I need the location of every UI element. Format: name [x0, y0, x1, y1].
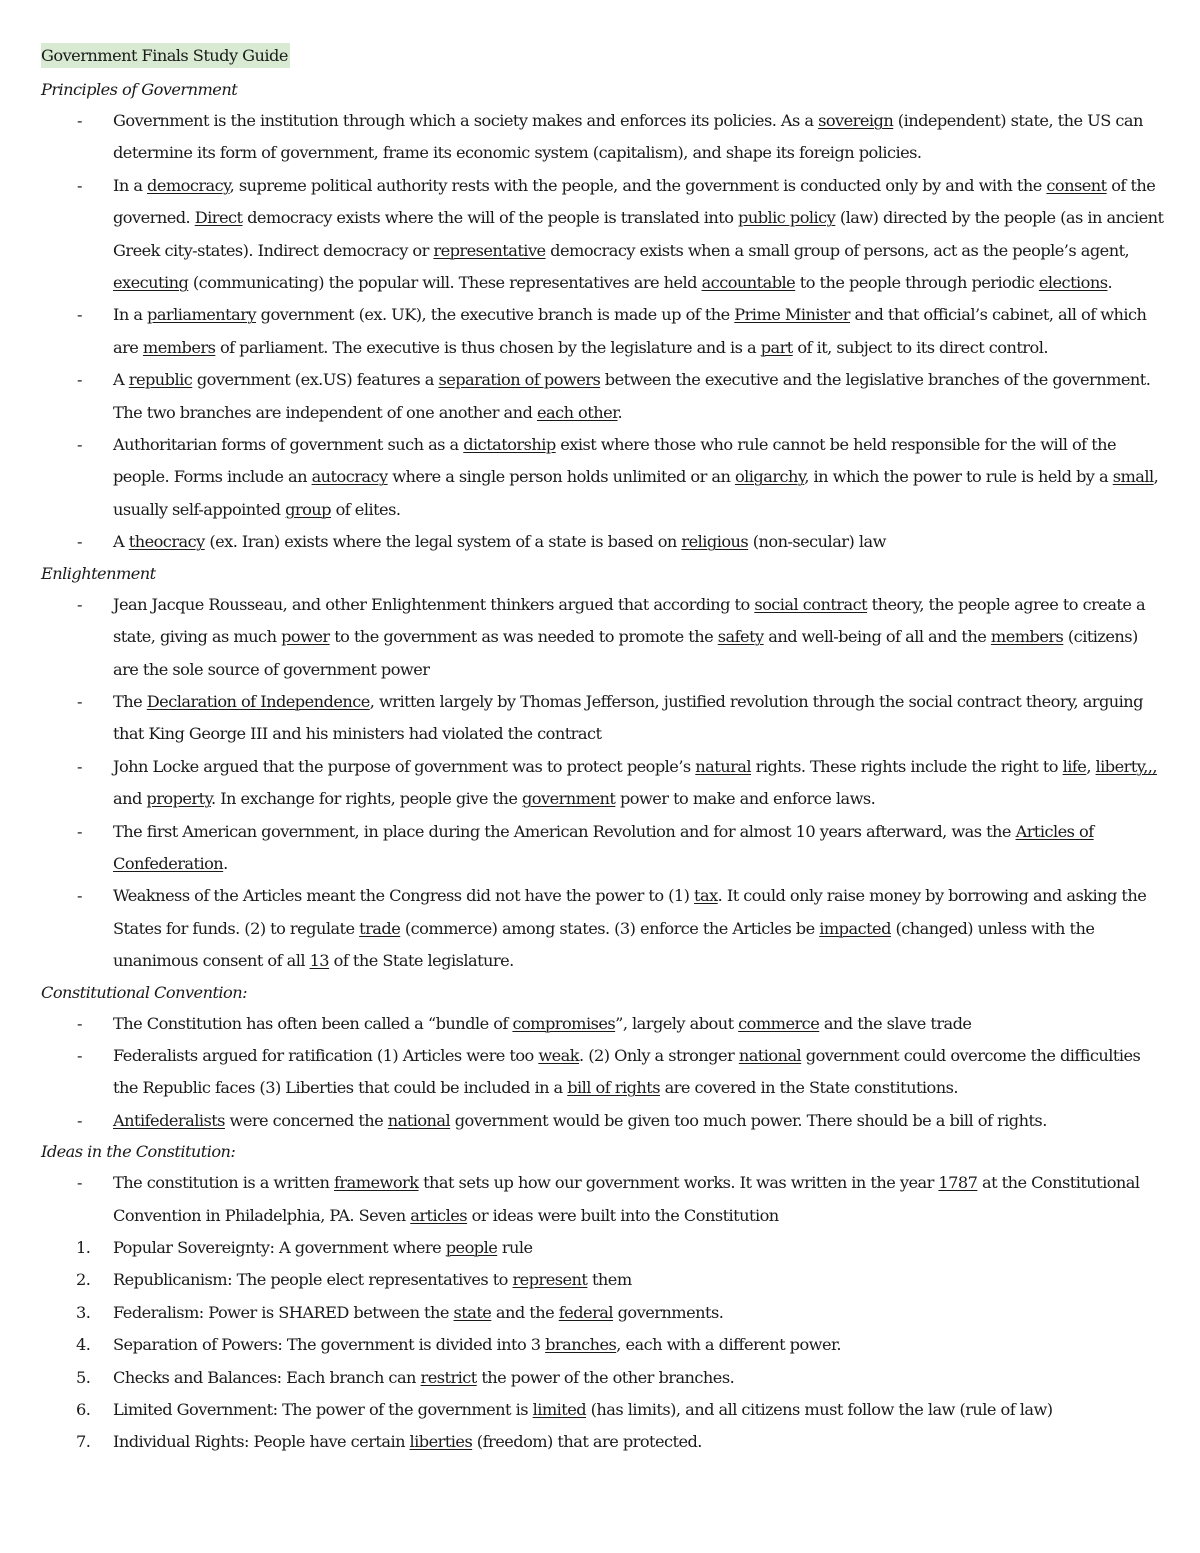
numbered-list-item	[41, 1297, 1166, 1329]
text-run: or ideas were built into the Constitution	[467, 1205, 779, 1225]
underlined-term: impacted	[819, 918, 891, 938]
text-run: and	[113, 789, 147, 809]
text-run: , written largely by Thomas Jefferson, justified revolution through the social contract theory, arguing that King George III and his ministers had violated the contract	[113, 691, 1143, 744]
text-run: Weakness of the Articles meant the Congress did not have the power to (1)	[113, 886, 695, 906]
underlined-term: democracy	[147, 175, 230, 195]
underlined-term: 1787	[938, 1173, 978, 1193]
underlined-term: property	[146, 789, 212, 809]
numbered-list-item	[41, 1329, 1166, 1361]
text-run: Authoritarian forms of government such as a	[113, 435, 464, 455]
text-run: (changed) unless with the unanimous consent of all	[113, 918, 1095, 971]
bullet-list-item	[41, 880, 1166, 977]
text-run: of it, subject to its direct control.	[792, 337, 1048, 357]
bullet-list-item	[41, 751, 1166, 816]
text-run: .	[1107, 273, 1113, 293]
text-run: at the Constitutional Convention in Philadelphia, PA. Seven	[113, 1173, 1140, 1225]
underlined-term: 13	[309, 951, 330, 971]
text-run: (freedom) that are protected.	[472, 1432, 702, 1452]
text-run: government (ex.US) features a	[192, 370, 439, 390]
text-run: . In exchange for rights, people give the	[211, 789, 522, 809]
text-run: .	[223, 853, 228, 873]
list-dash: -	[77, 886, 82, 906]
underlined-term: elections	[1038, 273, 1108, 293]
text-run: .	[617, 402, 623, 422]
text-run: government could overcome the difficulties the Republic faces (3) Liberties that could be included in a	[113, 1045, 1141, 1098]
underlined-term: life	[1062, 756, 1087, 776]
text-run: The Constitution has often been called a “bundle of	[113, 1013, 513, 1033]
text-run: the power of the other branches.	[476, 1367, 735, 1387]
underlined-term: national	[387, 1110, 451, 1130]
text-run: (citizens) are the sole source of government power	[113, 627, 1138, 679]
list-dash: -	[77, 532, 82, 552]
underlined-term: Prime Minister	[734, 305, 850, 325]
text-run: of parliament. The executive is thus chosen by the legislature and is a	[215, 337, 761, 357]
underlined-term: articles	[410, 1205, 468, 1225]
underlined-term: framework	[333, 1173, 419, 1193]
list-dash: -	[77, 1013, 82, 1033]
underlined-term: safety	[717, 627, 764, 647]
text-run: , usually self-appointed	[113, 467, 1159, 519]
list-number: 5.	[76, 1367, 91, 1387]
underlined-term: represent	[512, 1270, 588, 1290]
list-number: 2.	[76, 1270, 91, 1290]
text-run: to the people through periodic	[795, 273, 1039, 293]
list-dash: -	[77, 370, 82, 390]
underlined-term: Direct	[194, 208, 243, 228]
text-run: The	[113, 691, 147, 711]
text-run: that sets up how our government works. It was written in the year	[418, 1173, 939, 1193]
underlined-term: weak	[538, 1045, 580, 1065]
underlined-term: people	[445, 1238, 498, 1257]
underlined-term: part	[760, 337, 793, 357]
underlined-term: representative	[433, 240, 546, 260]
text-run: (law) directed by the people (as in ancient Greek city-states). Indirect democracy or	[113, 208, 1164, 260]
text-run: rule	[497, 1238, 533, 1257]
text-run: Federalists argued for ratification (1) Articles were too	[113, 1045, 539, 1065]
underlined-term: limited	[532, 1400, 587, 1420]
text-run: rights. These rights include the right to	[751, 756, 1063, 776]
text-run: and that official’s cabinet, all of which are	[113, 305, 1147, 357]
underlined-term: national	[738, 1045, 802, 1065]
text-run: Checks and Balances: Each branch can	[113, 1367, 421, 1387]
underlined-term: parliamentary	[147, 305, 257, 325]
list-dash: -	[77, 435, 82, 455]
text-run: John Locke argued that the purpose of government was to protect people’s	[113, 756, 696, 776]
underlined-term: sovereign	[818, 111, 894, 130]
text-run: Individual Rights: People have certain	[113, 1432, 410, 1452]
text-run: and the	[491, 1302, 559, 1322]
underlined-term: tax	[694, 886, 718, 906]
list-dash: -	[77, 756, 82, 776]
text-run: of the State legislature.	[329, 951, 514, 971]
underlined-term: Articles of Confederation	[113, 821, 1094, 873]
underlined-term: liberties	[409, 1432, 473, 1452]
text-run: of the governed.	[113, 175, 1156, 228]
text-run: between the executive and the legislative branches of the government. The two branches are independent of one another and	[113, 370, 1151, 422]
bullet-list-item	[41, 686, 1166, 751]
underlined-term: Antifederalists	[113, 1110, 225, 1130]
text-run: were concerned the	[224, 1110, 388, 1130]
text-run: (ex. Iran) exists where the legal system of a state is based on	[204, 532, 682, 552]
text-run: and the slave trade	[819, 1013, 972, 1033]
text-run: A	[113, 370, 129, 390]
numbered-list-item	[41, 1362, 1166, 1394]
document-page	[41, 43, 1166, 1459]
underlined-term: republic	[128, 370, 193, 390]
text-run: Government is the institution through which a society makes and enforces its policies. As a	[113, 111, 819, 130]
text-run: . It could only raise money by borrowing and asking the States for funds. (2) to regulate	[113, 886, 1147, 938]
section-heading: Principles of Government	[41, 80, 238, 99]
list-dash: -	[77, 691, 82, 711]
text-run: ,	[1086, 756, 1096, 776]
bullet-list-item	[41, 1008, 1166, 1040]
underlined-term: executing	[113, 273, 189, 293]
text-run: Limited Government: The power of the government is	[113, 1400, 533, 1420]
bullet-list-item	[41, 589, 1166, 686]
underlined-term: power	[281, 627, 330, 647]
text-run: Republicanism: The people elect representatives to	[113, 1270, 513, 1290]
numbered-list-item	[41, 1394, 1166, 1426]
text-run: . (2) Only a stronger	[579, 1045, 739, 1065]
text-run: In a	[113, 305, 148, 325]
numbered-list-item	[41, 1232, 1166, 1264]
text-run: (non-secular) law	[748, 532, 886, 552]
text-run: A	[113, 532, 129, 552]
text-run: where a single person holds unlimited or an	[387, 467, 735, 487]
text-run: are covered in the State constitutions.	[659, 1078, 958, 1098]
underlined-term: restrict	[420, 1367, 477, 1387]
text-run: ”, largely about	[615, 1013, 739, 1033]
underlined-term: each other	[536, 402, 618, 422]
list-dash: -	[77, 175, 82, 195]
list-dash: -	[77, 1110, 82, 1130]
underlined-term: members	[142, 337, 216, 357]
bullet-list-item	[41, 1040, 1166, 1105]
underlined-term: autocracy	[311, 467, 388, 487]
section-heading: Ideas in the Constitution:	[41, 1142, 236, 1162]
section-heading: Constitutional Convention:	[41, 982, 248, 1002]
bullet-list-item	[41, 526, 1166, 558]
text-run: Federalism: Power is SHARED between the	[113, 1302, 454, 1322]
text-run: (has limits), and all citizens must follow the law (rule of law)	[586, 1400, 1053, 1420]
list-dash: -	[77, 305, 82, 325]
text-run: to the government as was needed to promote the	[329, 627, 718, 647]
list-number: 7.	[76, 1432, 91, 1452]
text-run: theory, the people agree to create a state, giving as much	[113, 594, 1146, 647]
text-run: Jean Jacque Rousseau, and other Enlightenment thinkers argued that according to	[113, 594, 755, 614]
bullet-list-item	[41, 429, 1166, 526]
text-run: (independent) state, the US can determine its form of government, frame its economic system (capitalism), and shape its foreign policies.	[113, 111, 1143, 163]
list-dash: -	[77, 594, 82, 614]
underlined-term: liberty,,,	[1095, 756, 1158, 776]
underlined-term: commerce	[738, 1013, 820, 1033]
underlined-term: accountable	[701, 273, 796, 293]
text-run: , supreme political authority rests with the people, and the government is conducted only by and with the	[229, 175, 1047, 195]
bullet-list-item	[41, 816, 1166, 881]
underlined-term: bill of rights	[567, 1078, 660, 1098]
text-run: (communicating) the popular will. These representatives are held	[188, 273, 702, 293]
text-run: Popular Sovereignty: A government where	[113, 1238, 446, 1257]
underlined-term: state	[453, 1302, 492, 1322]
text-run: The first American government, in place during the American Revolution and for almost 10 years afterward, was the	[113, 821, 1016, 841]
text-run: , each with a different power.	[616, 1335, 841, 1355]
text-run: government (ex. UK), the executive branch is made up of the	[256, 305, 735, 325]
text-run: democracy exists where the will of the people is translated into	[242, 208, 739, 228]
text-run: , in which the power to rule is held by a	[804, 467, 1113, 487]
bullet-list-item	[41, 1167, 1166, 1232]
text-run: (commerce) among states. (3) enforce the Articles be	[400, 918, 820, 938]
bullet-list-item	[41, 364, 1166, 429]
list-dash: -	[77, 1173, 82, 1193]
list-number: 6.	[76, 1400, 91, 1420]
underlined-term: branches	[545, 1335, 617, 1355]
underlined-term: theocracy	[128, 532, 205, 552]
underlined-term: members	[990, 627, 1064, 647]
text-run: The constitution is a written	[113, 1173, 334, 1193]
underlined-term: dictatorship	[463, 435, 556, 455]
list-number: 3.	[76, 1302, 91, 1322]
underlined-term: separation of powers	[438, 370, 601, 390]
text-run: of elites.	[330, 499, 401, 519]
text-run: them	[587, 1270, 632, 1290]
list-number: 4.	[76, 1335, 91, 1355]
underlined-term: federal	[558, 1302, 613, 1322]
document-body	[41, 75, 1166, 1459]
underlined-term: oligarchy	[734, 467, 805, 487]
underlined-term: group	[285, 499, 331, 519]
text-run: and well-being of all and the	[763, 627, 991, 647]
underlined-term: government	[521, 789, 616, 809]
numbered-list-item	[41, 1264, 1166, 1296]
underlined-term: public policy	[738, 208, 836, 228]
text-run: exist where those who rule cannot be held responsible for the will of the people. Forms include an	[113, 435, 1117, 487]
underlined-term: Declaration of Independence	[146, 691, 370, 711]
text-run: In a	[113, 175, 148, 195]
text-run: democracy exists when a small group of persons, act as the people’s agent,	[545, 240, 1130, 260]
bullet-list-item	[41, 1105, 1166, 1137]
bullet-list-item	[41, 299, 1166, 364]
text-run: governments.	[613, 1302, 724, 1322]
text-run: power to make and enforce laws.	[615, 789, 876, 809]
text-run: Separation of Powers: The government is divided into 3	[113, 1335, 546, 1355]
text-run: government would be given too much power. There should be a bill of rights.	[450, 1110, 1047, 1130]
list-number: 1.	[76, 1238, 91, 1257]
list-dash: -	[77, 1045, 82, 1065]
underlined-term: small	[1112, 467, 1154, 487]
underlined-term: trade	[359, 918, 401, 938]
section-heading: Enlightenment	[41, 563, 156, 583]
list-dash: -	[77, 821, 82, 841]
bullet-list-item	[41, 170, 1166, 300]
list-dash: -	[77, 111, 82, 130]
underlined-term: consent	[1046, 175, 1107, 195]
underlined-term: compromises	[512, 1013, 616, 1033]
underlined-term: religious	[681, 532, 749, 552]
underlined-term: natural	[695, 756, 752, 776]
underlined-term: social contract	[754, 594, 868, 614]
document-title: Government Finals Study Guide	[41, 43, 290, 68]
numbered-list-item	[41, 1426, 1166, 1458]
bullet-list-item	[41, 105, 1166, 170]
